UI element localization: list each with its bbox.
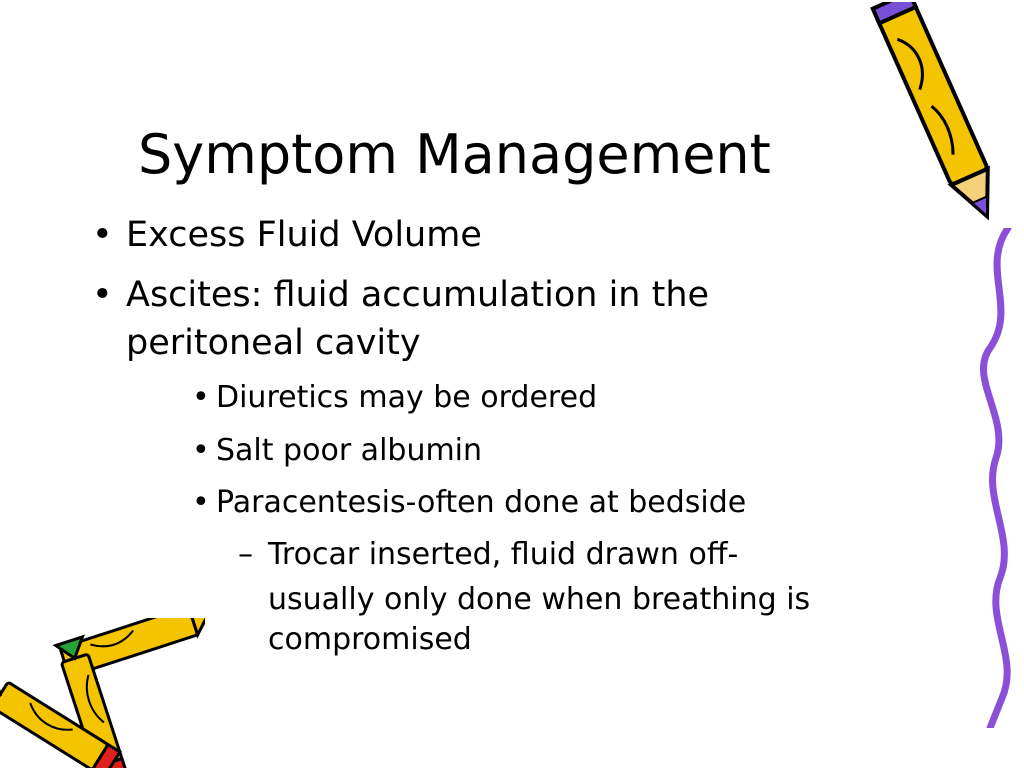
bullet-text-line-2: peritoneal cavity bbox=[126, 323, 421, 363]
bullet-marker: • bbox=[92, 215, 113, 255]
bullet-text-line-1: Ascites: fluid accumulation in the bbox=[126, 275, 710, 315]
bullet-text: Excess Fluid Volume bbox=[126, 215, 482, 255]
dash-marker: – bbox=[238, 537, 253, 572]
bullet-marker: • bbox=[192, 485, 210, 520]
bullet-text-line-1: Trocar inserted, fluid drawn off- bbox=[268, 537, 739, 572]
bullet-text: Salt poor albumin bbox=[216, 433, 483, 468]
bullet-text-line-2: usually only done when breathing is bbox=[268, 582, 811, 617]
bullet-text: Paracentesis-often done at bedside bbox=[216, 485, 747, 520]
slide-title: Symptom Management bbox=[138, 123, 771, 186]
bullet-text: Diuretics may be ordered bbox=[216, 380, 598, 415]
bullet-marker: • bbox=[192, 433, 210, 468]
bullet-marker: • bbox=[192, 380, 210, 415]
bullet-text-line-3: compromised bbox=[268, 622, 472, 657]
bullet-marker: • bbox=[92, 275, 113, 315]
